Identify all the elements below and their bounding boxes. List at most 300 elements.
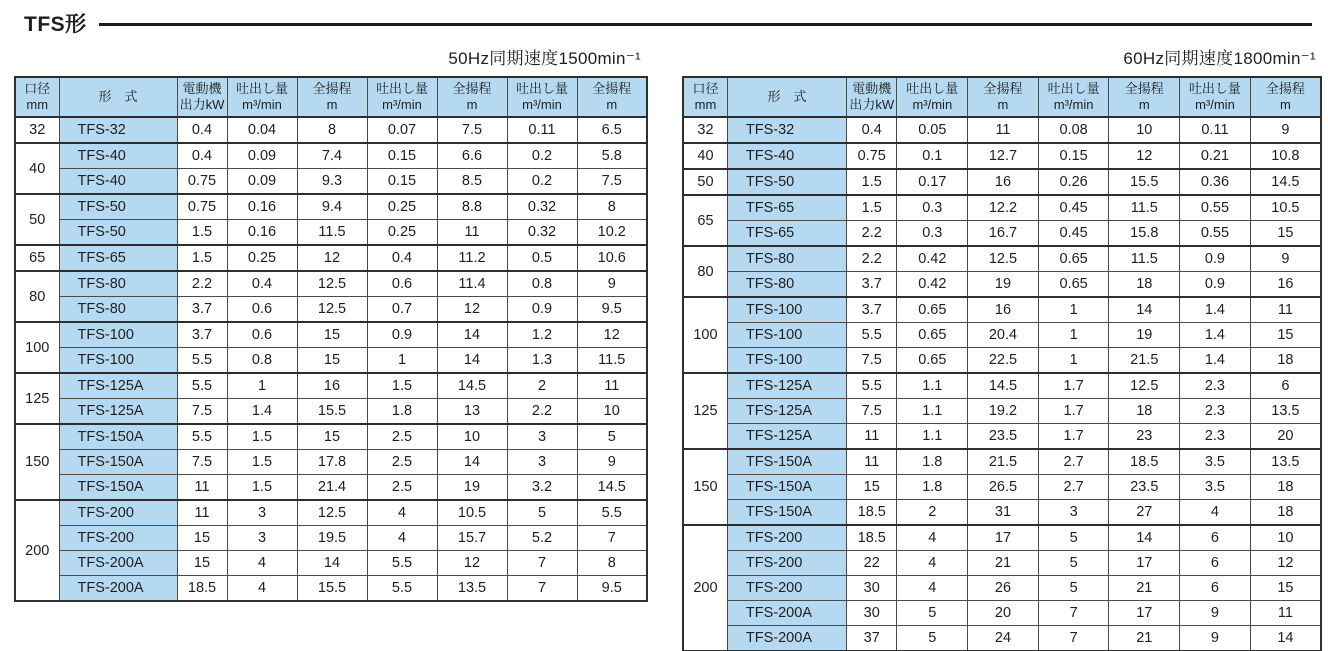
flow-1-cell: 5 <box>897 601 968 626</box>
head-2-cell: 12 <box>1109 143 1180 169</box>
head-1-cell: 16.7 <box>968 221 1039 247</box>
power-cell: 2.2 <box>847 246 897 272</box>
flow-3-cell: 6 <box>1180 551 1251 576</box>
model-cell: TFS-200A <box>59 551 177 576</box>
power-cell: 5.5 <box>847 323 897 348</box>
bore-cell: 200 <box>683 525 727 651</box>
power-cell: 15 <box>177 526 227 551</box>
flow-1-cell: 1.4 <box>227 399 297 425</box>
flow-3-cell: 0.9 <box>1180 272 1251 298</box>
model-cell: TFS-32 <box>727 117 846 143</box>
head-1-cell: 15 <box>297 348 367 374</box>
model-cell: TFS-125A <box>59 399 177 425</box>
flow-1-cell: 0.65 <box>897 297 968 323</box>
flow-3-cell: 1.4 <box>1180 348 1251 374</box>
head-2-cell: 21.5 <box>1109 348 1180 374</box>
table-row <box>683 525 1321 551</box>
head-2-cell: 18 <box>1109 272 1180 298</box>
power-cell: 7.5 <box>847 348 897 374</box>
head-1-cell: 12.2 <box>968 195 1039 221</box>
col-header-head-1: 全揚程 m <box>968 77 1039 117</box>
model-cell: TFS-150A <box>59 424 177 450</box>
model-cell: TFS-80 <box>59 271 177 297</box>
head-2-cell: 10 <box>1109 117 1180 143</box>
model-cell: TFS-200 <box>59 526 177 551</box>
flow-1-cell: 5 <box>897 626 968 651</box>
power-cell: 1.5 <box>177 245 227 271</box>
power-cell: 3.7 <box>177 322 227 348</box>
power-cell: 0.4 <box>847 117 897 143</box>
page-title: TFS形 <box>24 13 87 36</box>
spec-section-50hz <box>14 44 647 602</box>
head-1-cell: 7.4 <box>297 143 367 169</box>
head-2-cell: 10.5 <box>437 500 507 526</box>
head-3-cell: 13.5 <box>1250 449 1321 475</box>
flow-2-cell: 5 <box>1038 525 1109 551</box>
power-cell: 7.5 <box>847 399 897 424</box>
head-3-cell: 9.5 <box>577 297 647 323</box>
model-cell: TFS-100 <box>727 323 846 348</box>
head-2-cell: 13.5 <box>437 576 507 602</box>
head-2-cell: 10 <box>437 424 507 450</box>
flow-3-cell: 3.2 <box>507 475 577 501</box>
head-3-cell: 18 <box>1250 348 1321 374</box>
head-2-cell: 11.2 <box>437 245 507 271</box>
head-1-cell: 11.5 <box>297 220 367 246</box>
bore-cell: 65 <box>15 245 59 271</box>
head-3-cell: 8 <box>577 194 647 220</box>
bore-cell: 80 <box>15 271 59 322</box>
head-1-cell: 14 <box>297 551 367 576</box>
flow-3-cell: 6 <box>1180 576 1251 601</box>
head-1-cell: 17.8 <box>297 450 367 475</box>
col-header-power: 電動機 出力kW <box>177 77 227 117</box>
spec-table-60hz <box>682 76 1322 651</box>
flow-1-cell: 0.65 <box>897 348 968 374</box>
head-3-cell: 11 <box>577 373 647 399</box>
bore-cell: 50 <box>683 169 727 195</box>
flow-3-cell: 0.36 <box>1180 169 1251 195</box>
head-3-cell: 9 <box>577 450 647 475</box>
flow-2-cell: 1.8 <box>367 399 437 425</box>
head-2-cell: 14 <box>437 450 507 475</box>
head-1-cell: 19 <box>968 272 1039 298</box>
head-1-cell: 21.5 <box>968 449 1039 475</box>
flow-3-cell: 7 <box>507 551 577 576</box>
model-cell: TFS-200 <box>59 500 177 526</box>
col-header-head-1: 全揚程 m <box>297 77 367 117</box>
flow-1-cell: 0.4 <box>227 271 297 297</box>
head-3-cell: 7 <box>577 526 647 551</box>
head-2-cell: 14 <box>1109 525 1180 551</box>
flow-2-cell: 0.15 <box>1038 143 1109 169</box>
head-2-cell: 11.5 <box>1109 246 1180 272</box>
power-cell: 0.4 <box>177 117 227 143</box>
power-cell: 2.2 <box>847 221 897 247</box>
table-row <box>15 169 647 195</box>
header-row <box>15 77 647 117</box>
flow-1-cell: 0.04 <box>227 117 297 143</box>
model-cell: TFS-80 <box>59 297 177 323</box>
head-1-cell: 23.5 <box>968 424 1039 450</box>
head-3-cell: 16 <box>1250 272 1321 298</box>
flow-3-cell: 6 <box>1180 525 1251 551</box>
col-header-head-3: 全揚程 m <box>577 77 647 117</box>
flow-1-cell: 0.25 <box>227 245 297 271</box>
flow-3-cell: 0.8 <box>507 271 577 297</box>
flow-1-cell: 1.8 <box>897 449 968 475</box>
flow-3-cell: 3 <box>507 424 577 450</box>
flow-1-cell: 1.5 <box>227 475 297 501</box>
head-3-cell: 7.5 <box>577 169 647 195</box>
table-row <box>683 297 1321 323</box>
head-1-cell: 20.4 <box>968 323 1039 348</box>
head-3-cell: 20 <box>1250 424 1321 450</box>
head-1-cell: 16 <box>968 169 1039 195</box>
table-row <box>15 526 647 551</box>
flow-1-cell: 4 <box>897 525 968 551</box>
head-2-cell: 18.5 <box>1109 449 1180 475</box>
model-cell: TFS-125A <box>727 424 846 450</box>
head-1-cell: 11 <box>968 117 1039 143</box>
head-2-cell: 17 <box>1109 551 1180 576</box>
table-row <box>15 373 647 399</box>
col-header-flow-1: 吐出し量 m³/min <box>897 77 968 117</box>
table-row <box>683 143 1321 169</box>
flow-3-cell: 0.9 <box>1180 246 1251 272</box>
flow-2-cell: 0.9 <box>367 322 437 348</box>
head-2-cell: 14 <box>1109 297 1180 323</box>
table-row <box>683 323 1321 348</box>
table-row <box>683 169 1321 195</box>
title-rule <box>99 23 1312 26</box>
flow-2-cell: 1 <box>1038 348 1109 374</box>
table-row <box>15 220 647 246</box>
model-cell: TFS-40 <box>59 143 177 169</box>
title-row <box>24 8 1312 38</box>
model-cell: TFS-125A <box>727 373 846 399</box>
col-header-flow-2: 吐出し量 m³/min <box>367 77 437 117</box>
flow-1-cell: 3 <box>227 500 297 526</box>
head-1-cell: 31 <box>968 500 1039 526</box>
head-1-cell: 14.5 <box>968 373 1039 399</box>
flow-2-cell: 2.5 <box>367 475 437 501</box>
bore-cell: 125 <box>683 373 727 449</box>
flow-2-cell: 1 <box>1038 297 1109 323</box>
table-row <box>683 601 1321 626</box>
table-row <box>15 348 647 374</box>
head-3-cell: 11.5 <box>577 348 647 374</box>
flow-1-cell: 1.1 <box>897 399 968 424</box>
model-cell: TFS-32 <box>59 117 177 143</box>
flow-2-cell: 5.5 <box>367 576 437 602</box>
head-3-cell: 10 <box>1250 525 1321 551</box>
table-row <box>15 450 647 475</box>
power-cell: 0.75 <box>847 143 897 169</box>
model-cell: TFS-40 <box>59 169 177 195</box>
flow-3-cell: 1.2 <box>507 322 577 348</box>
model-cell: TFS-80 <box>727 272 846 298</box>
flow-2-cell: 0.25 <box>367 194 437 220</box>
head-3-cell: 15 <box>1250 323 1321 348</box>
table-row <box>15 194 647 220</box>
flow-1-cell: 0.6 <box>227 322 297 348</box>
head-1-cell: 16 <box>968 297 1039 323</box>
head-1-cell: 26.5 <box>968 475 1039 500</box>
head-2-cell: 8.5 <box>437 169 507 195</box>
table-caption-60hz: 60Hz同期速度1800min⁻¹ <box>1123 49 1316 68</box>
flow-2-cell: 0.65 <box>1038 272 1109 298</box>
head-2-cell: 12.5 <box>1109 373 1180 399</box>
flow-1-cell: 0.17 <box>897 169 968 195</box>
flow-2-cell: 4 <box>367 526 437 551</box>
power-cell: 22 <box>847 551 897 576</box>
power-cell: 15 <box>177 551 227 576</box>
model-cell: TFS-65 <box>59 245 177 271</box>
flow-3-cell: 4 <box>1180 500 1251 526</box>
power-cell: 2.2 <box>177 271 227 297</box>
power-cell: 5.5 <box>177 424 227 450</box>
head-2-cell: 8.8 <box>437 194 507 220</box>
col-header-flow-3: 吐出し量 m³/min <box>1180 77 1251 117</box>
spec-section-60hz <box>682 44 1322 651</box>
flow-2-cell: 1 <box>367 348 437 374</box>
flow-2-cell: 1.7 <box>1038 373 1109 399</box>
flow-1-cell: 0.42 <box>897 272 968 298</box>
flow-2-cell: 2.5 <box>367 424 437 450</box>
flow-2-cell: 0.45 <box>1038 195 1109 221</box>
flow-1-cell: 0.65 <box>897 323 968 348</box>
head-3-cell: 10.6 <box>577 245 647 271</box>
col-header-flow-3: 吐出し量 m³/min <box>507 77 577 117</box>
head-3-cell: 18 <box>1250 500 1321 526</box>
power-cell: 0.75 <box>177 169 227 195</box>
model-cell: TFS-150A <box>59 450 177 475</box>
flow-3-cell: 0.21 <box>1180 143 1251 169</box>
flow-3-cell: 2.3 <box>1180 424 1251 450</box>
flow-1-cell: 0.16 <box>227 220 297 246</box>
table-row <box>683 348 1321 374</box>
flow-2-cell: 0.45 <box>1038 221 1109 247</box>
head-2-cell: 14 <box>437 322 507 348</box>
flow-1-cell: 0.3 <box>897 195 968 221</box>
head-1-cell: 9.4 <box>297 194 367 220</box>
flow-3-cell: 0.5 <box>507 245 577 271</box>
flow-1-cell: 0.3 <box>897 221 968 247</box>
col-header-model: 形 式 <box>727 77 846 117</box>
bore-cell: 150 <box>15 424 59 500</box>
head-1-cell: 15 <box>297 424 367 450</box>
flow-3-cell: 9 <box>1180 601 1251 626</box>
flow-1-cell: 4 <box>227 576 297 602</box>
power-cell: 1.5 <box>847 169 897 195</box>
head-1-cell: 21 <box>968 551 1039 576</box>
table-row <box>15 500 647 526</box>
flow-3-cell: 0.2 <box>507 169 577 195</box>
table-row <box>15 322 647 348</box>
flow-2-cell: 2.7 <box>1038 475 1109 500</box>
flow-2-cell: 5 <box>1038 576 1109 601</box>
power-cell: 30 <box>847 601 897 626</box>
flow-2-cell: 0.15 <box>367 143 437 169</box>
model-cell: TFS-200A <box>59 576 177 602</box>
model-cell: TFS-50 <box>727 169 846 195</box>
flow-3-cell: 9 <box>1180 626 1251 651</box>
power-cell: 5.5 <box>177 373 227 399</box>
table-row <box>683 424 1321 450</box>
table-row <box>683 373 1321 399</box>
table-caption-50hz: 50Hz同期速度1500min⁻¹ <box>448 49 641 68</box>
head-3-cell: 10.5 <box>1250 195 1321 221</box>
power-cell: 5.5 <box>847 373 897 399</box>
model-cell: TFS-150A <box>727 500 846 526</box>
flow-2-cell: 5 <box>1038 551 1109 576</box>
flow-3-cell: 5.2 <box>507 526 577 551</box>
head-3-cell: 5 <box>577 424 647 450</box>
col-header-flow-2: 吐出し量 m³/min <box>1038 77 1109 117</box>
model-cell: TFS-100 <box>59 322 177 348</box>
flow-1-cell: 4 <box>897 576 968 601</box>
flow-2-cell: 1.5 <box>367 373 437 399</box>
model-cell: TFS-125A <box>59 373 177 399</box>
bore-cell: 50 <box>15 194 59 245</box>
flow-2-cell: 2.5 <box>367 450 437 475</box>
head-1-cell: 12.5 <box>297 297 367 323</box>
power-cell: 3.7 <box>847 297 897 323</box>
table-row <box>15 475 647 501</box>
head-1-cell: 12.5 <box>297 271 367 297</box>
head-2-cell: 15.8 <box>1109 221 1180 247</box>
flow-3-cell: 2 <box>507 373 577 399</box>
model-cell: TFS-200A <box>727 626 846 651</box>
head-3-cell: 14 <box>1250 626 1321 651</box>
power-cell: 30 <box>847 576 897 601</box>
table-row <box>15 576 647 602</box>
col-header-head-3: 全揚程 m <box>1250 77 1321 117</box>
head-1-cell: 19.5 <box>297 526 367 551</box>
spec-table-50hz <box>14 76 648 602</box>
bore-cell: 100 <box>15 322 59 373</box>
flow-3-cell: 0.11 <box>1180 117 1251 143</box>
flow-1-cell: 0.42 <box>897 246 968 272</box>
flow-3-cell: 7 <box>507 576 577 602</box>
head-3-cell: 14.5 <box>1250 169 1321 195</box>
model-cell: TFS-100 <box>727 348 846 374</box>
head-1-cell: 26 <box>968 576 1039 601</box>
col-header-head-2: 全揚程 m <box>437 77 507 117</box>
head-2-cell: 14.5 <box>437 373 507 399</box>
table-row <box>15 424 647 450</box>
flow-2-cell: 0.4 <box>367 245 437 271</box>
model-cell: TFS-100 <box>727 297 846 323</box>
head-3-cell: 12 <box>577 322 647 348</box>
table-row <box>15 143 647 169</box>
flow-3-cell: 1.4 <box>1180 323 1251 348</box>
bore-cell: 32 <box>683 117 727 143</box>
head-2-cell: 11 <box>437 220 507 246</box>
flow-1-cell: 4 <box>227 551 297 576</box>
head-2-cell: 17 <box>1109 601 1180 626</box>
table-row <box>683 449 1321 475</box>
model-cell: TFS-40 <box>727 143 846 169</box>
power-cell: 0.4 <box>177 143 227 169</box>
head-2-cell: 6.6 <box>437 143 507 169</box>
head-3-cell: 11 <box>1250 601 1321 626</box>
table-row <box>683 399 1321 424</box>
table-row <box>683 117 1321 143</box>
flow-3-cell: 0.2 <box>507 143 577 169</box>
flow-2-cell: 0.7 <box>367 297 437 323</box>
col-header-bore: 口径 mm <box>15 77 59 117</box>
flow-2-cell: 4 <box>367 500 437 526</box>
table-row <box>683 221 1321 247</box>
col-header-model: 形 式 <box>59 77 177 117</box>
flow-1-cell: 1 <box>227 373 297 399</box>
head-3-cell: 14.5 <box>577 475 647 501</box>
head-1-cell: 12.5 <box>968 246 1039 272</box>
table-row <box>683 500 1321 526</box>
flow-2-cell: 0.08 <box>1038 117 1109 143</box>
head-2-cell: 19 <box>1109 323 1180 348</box>
head-3-cell: 12 <box>1250 551 1321 576</box>
head-3-cell: 11 <box>1250 297 1321 323</box>
head-1-cell: 16 <box>297 373 367 399</box>
power-cell: 11 <box>847 424 897 450</box>
head-3-cell: 13.5 <box>1250 399 1321 424</box>
bore-cell: 80 <box>683 246 727 297</box>
head-2-cell: 12 <box>437 297 507 323</box>
flow-2-cell: 0.07 <box>367 117 437 143</box>
flow-1-cell: 1.8 <box>897 475 968 500</box>
model-cell: TFS-150A <box>59 475 177 501</box>
bore-cell: 125 <box>15 373 59 424</box>
flow-2-cell: 1.7 <box>1038 399 1109 424</box>
head-3-cell: 6 <box>1250 373 1321 399</box>
flow-2-cell: 0.65 <box>1038 246 1109 272</box>
flow-1-cell: 0.8 <box>227 348 297 374</box>
head-1-cell: 15.5 <box>297 576 367 602</box>
flow-2-cell: 7 <box>1038 626 1109 651</box>
head-1-cell: 12.5 <box>297 500 367 526</box>
flow-2-cell: 3 <box>1038 500 1109 526</box>
head-2-cell: 12 <box>437 551 507 576</box>
table-row <box>683 626 1321 651</box>
power-cell: 7.5 <box>177 399 227 425</box>
head-2-cell: 23 <box>1109 424 1180 450</box>
bore-cell: 32 <box>15 117 59 143</box>
head-2-cell: 14 <box>437 348 507 374</box>
table-row <box>683 576 1321 601</box>
power-cell: 15 <box>847 475 897 500</box>
model-cell: TFS-200 <box>727 525 846 551</box>
power-cell: 1.5 <box>847 195 897 221</box>
power-cell: 7.5 <box>177 450 227 475</box>
head-2-cell: 18 <box>1109 399 1180 424</box>
flow-2-cell: 2.7 <box>1038 449 1109 475</box>
head-3-cell: 9 <box>1250 246 1321 272</box>
flow-3-cell: 0.32 <box>507 194 577 220</box>
flow-2-cell: 0.6 <box>367 271 437 297</box>
bore-cell: 150 <box>683 449 727 525</box>
flow-3-cell: 0.9 <box>507 297 577 323</box>
power-cell: 18.5 <box>847 525 897 551</box>
flow-3-cell: 0.11 <box>507 117 577 143</box>
flow-2-cell: 5.5 <box>367 551 437 576</box>
bore-cell: 65 <box>683 195 727 246</box>
power-cell: 11 <box>177 500 227 526</box>
head-2-cell: 21 <box>1109 626 1180 651</box>
flow-1-cell: 0.1 <box>897 143 968 169</box>
